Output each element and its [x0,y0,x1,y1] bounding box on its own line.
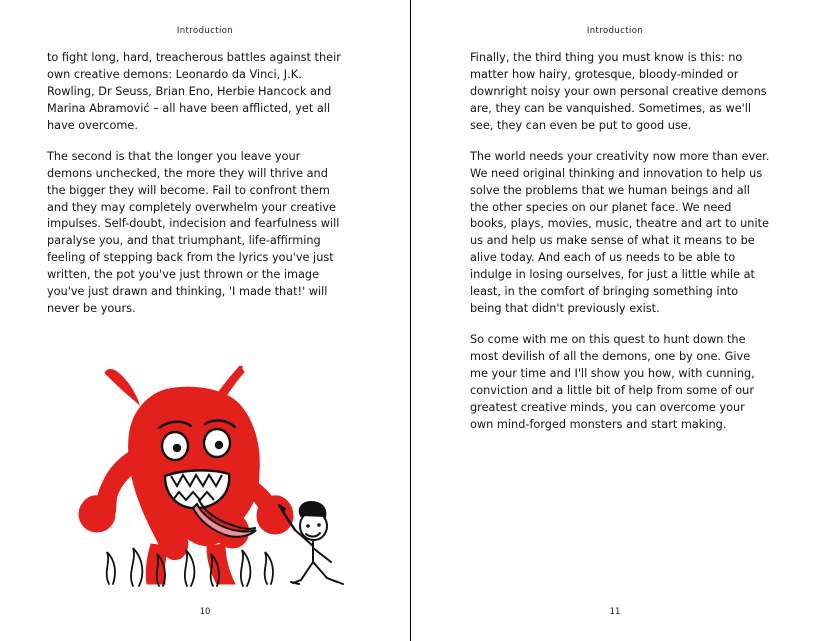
running-head-left: Introduction [176,26,234,36]
running-head-right: Introduction [586,26,644,36]
paragraph: The second is that the longer you leave your demons unchecked, the more they will thrive and the bigger they will become. Fail to confront them and they may completely overwhelm your creative impulses. Self-doubt, indecision and fearfulness will paralyse you, and that triumphant, life-affirming feeling of stepping back from the lyrics you've just written, the pot you've just thrown or the image you've just drawn and thinking, 'I made that!' will never be yours. [47,149,340,316]
red-demon-and-small-figure-illustration [47,300,357,590]
left-page-body [47,50,342,332]
paragraph: So come with me on this quest to hunt down the most devilish of all the demons, one by one. Give me your time and I'll show you how, with cunning, conviction and a little bit of help from some of our greatest creative minds, you can overcome your own mind-forged monsters and start making. [470,333,755,431]
paragraph: to fight long, hard, treacherous battles against their own creative demons: Leonardo da Vinci, J.K. Rowling, Dr Seuss, Brian Eno, Herbie Hancock and Marina Abramović – all have been afflicted, yet all have overcome. [47,51,341,132]
spread-gutter-line [410,0,411,641]
folio-right: 11 [609,607,621,617]
right-page [410,0,820,641]
paragraph: Finally, the third thing you must know is this: no matter how hairy, grotesque, bloody-minded or downright noisy your own personal creative demons are, they can be vanquished. Sometimes, as we'll see, they can even be put to good use. [470,51,767,132]
paragraph: The world needs your creativity now more than ever. We need original thinking and innovation to help us solve the problems that we human beings and all the other species on our planet face. We need books, plays, movies, music, theatre and art to unite us and help us make sense of what it means to be alive today. And each of us needs to be able to indulge in losing ourselves, for just a little while at least, in the comfort of bringing something into being that didn't previously exist. [470,149,770,316]
folio-left: 10 [199,607,211,617]
right-page-body [470,50,770,448]
